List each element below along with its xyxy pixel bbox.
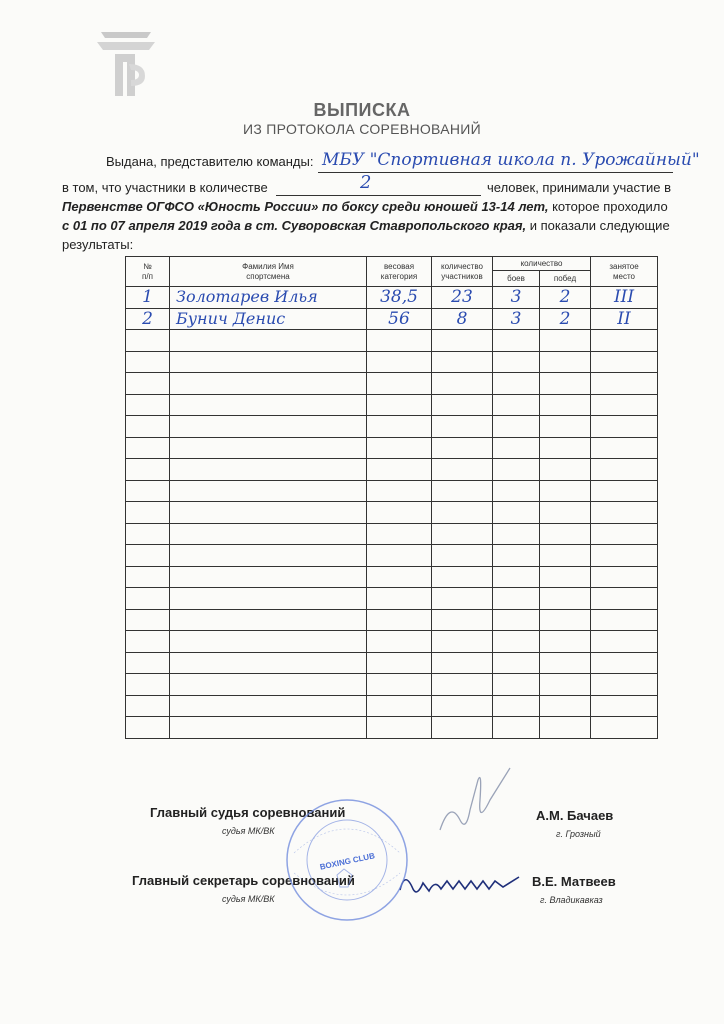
table-cell-empty — [432, 459, 493, 481]
row-wins: 2 — [540, 287, 591, 309]
table-cell-empty — [170, 394, 367, 416]
table-cell-empty — [367, 545, 432, 567]
table-cell-empty — [432, 416, 493, 438]
table-row-empty — [126, 631, 658, 653]
table-cell-empty — [591, 717, 658, 739]
table-cell-empty — [591, 459, 658, 481]
table-cell-empty — [493, 330, 540, 352]
table-cell-empty — [432, 394, 493, 416]
table-row-empty — [126, 695, 658, 717]
table-cell-empty — [493, 351, 540, 373]
table-cell-empty — [170, 523, 367, 545]
table-cell-empty — [591, 373, 658, 395]
table-cell-empty — [367, 717, 432, 739]
table-cell-empty — [432, 674, 493, 696]
document-title: ВЫПИСКА — [313, 100, 411, 120]
table-row-empty — [126, 545, 658, 567]
table-cell-empty — [126, 394, 170, 416]
table-cell-empty — [170, 609, 367, 631]
table-cell-empty — [591, 330, 658, 352]
table-row-empty — [126, 351, 658, 373]
table-cell-empty — [591, 695, 658, 717]
table-cell-empty — [170, 631, 367, 653]
table-row-empty — [126, 609, 658, 631]
header-name: Фамилия Имя спортсмена — [170, 257, 367, 287]
table-row-empty — [126, 523, 658, 545]
row-place: III — [591, 287, 658, 309]
event-name: Первенстве ОГФСО «Юность России» по боксу среди юношей 13-14 лет, — [62, 199, 549, 214]
organization-logo — [95, 24, 157, 102]
table-cell-empty — [432, 523, 493, 545]
table-cell-empty — [432, 502, 493, 524]
table-cell-empty — [540, 351, 591, 373]
table-cell-empty — [126, 566, 170, 588]
header-place: занятое место — [591, 257, 658, 287]
table-cell-empty — [126, 523, 170, 545]
table-cell-empty — [493, 652, 540, 674]
table-cell-empty — [367, 609, 432, 631]
table-cell-empty — [540, 588, 591, 610]
judge-signature — [420, 760, 530, 840]
table-cell-empty — [591, 480, 658, 502]
table-cell-empty — [493, 459, 540, 481]
table-cell-empty — [540, 502, 591, 524]
judge-role: Главный судья соревнований — [150, 805, 346, 820]
table-cell-empty — [493, 566, 540, 588]
table-cell-empty — [367, 351, 432, 373]
table-cell-empty — [367, 480, 432, 502]
table-cell-empty — [170, 566, 367, 588]
table-cell-empty — [591, 609, 658, 631]
table-cell-empty — [591, 588, 658, 610]
table-cell-empty — [432, 631, 493, 653]
table-cell-empty — [591, 437, 658, 459]
count-value: 2 — [360, 172, 372, 193]
table-cell-empty — [367, 394, 432, 416]
header-participants: количество участников — [432, 257, 493, 287]
table-row-empty — [126, 502, 658, 524]
row-num: 2 — [126, 308, 170, 330]
table-row-empty — [126, 394, 658, 416]
table-cell-empty — [493, 480, 540, 502]
row-participants: 23 — [432, 287, 493, 309]
results-label: результаты: — [62, 237, 134, 252]
table-cell-empty — [493, 674, 540, 696]
table-row-empty — [126, 652, 658, 674]
table-cell-empty — [540, 717, 591, 739]
table-cell-empty — [591, 566, 658, 588]
table-cell-empty — [432, 437, 493, 459]
table-cell-empty — [367, 674, 432, 696]
table-row-empty — [126, 674, 658, 696]
table-cell-empty — [126, 480, 170, 502]
header-num: № п/п — [126, 257, 170, 287]
table-cell-empty — [170, 588, 367, 610]
table-cell-empty — [170, 437, 367, 459]
table-cell-empty — [170, 330, 367, 352]
table-cell-empty — [540, 330, 591, 352]
table-row-empty — [126, 480, 658, 502]
table-cell-empty — [591, 674, 658, 696]
table-cell-empty — [540, 373, 591, 395]
table-cell-empty — [540, 416, 591, 438]
table-cell-empty — [126, 609, 170, 631]
table-cell-empty — [367, 330, 432, 352]
judge-city: г. Грозный — [556, 829, 601, 839]
table-cell-empty — [493, 394, 540, 416]
table-cell-empty — [432, 566, 493, 588]
document-subtitle: ИЗ ПРОТОКОЛА СОРЕВНОВАНИЙ — [242, 121, 481, 137]
table-cell-empty — [591, 652, 658, 674]
table-row-empty — [126, 330, 658, 352]
issued-to-value: МБУ "Спортивная школа п. Урожайный" — [322, 150, 700, 170]
table-cell-empty — [591, 545, 658, 567]
secretary-role: Главный секретарь соревнований — [132, 873, 355, 888]
table-cell-empty — [432, 545, 493, 567]
row-name: Золотарев Илья — [170, 287, 367, 309]
judge-name: А.М. Бачаев — [536, 808, 614, 823]
table-cell-empty — [126, 652, 170, 674]
table-cell-empty — [591, 631, 658, 653]
table-row-empty — [126, 588, 658, 610]
header-wins: побед — [540, 271, 591, 287]
table-cell-empty — [170, 373, 367, 395]
table-cell-empty — [493, 609, 540, 631]
secretary-category: судья МК/ВК — [222, 894, 275, 904]
table-cell-empty — [591, 502, 658, 524]
table-cell-empty — [493, 502, 540, 524]
table-cell-empty — [540, 523, 591, 545]
stamp-text: BOXING CLUB — [318, 851, 376, 872]
row-participants: 8 — [432, 308, 493, 330]
table-cell-empty — [170, 480, 367, 502]
header-count-group: количество — [493, 257, 591, 271]
table-cell-empty — [367, 523, 432, 545]
table-row-empty — [126, 416, 658, 438]
table-cell-empty — [126, 351, 170, 373]
row-wins: 2 — [540, 308, 591, 330]
round-stamp — [282, 795, 412, 925]
table-cell-empty — [432, 373, 493, 395]
table-cell-empty — [493, 373, 540, 395]
table-row-empty — [126, 566, 658, 588]
table-cell-empty — [493, 695, 540, 717]
table-cell-empty — [367, 652, 432, 674]
table-cell-empty — [432, 695, 493, 717]
table-cell-empty — [170, 717, 367, 739]
table-cell-empty — [126, 330, 170, 352]
table-row-empty — [126, 437, 658, 459]
table-row-empty — [126, 373, 658, 395]
secretary-name: В.Е. Матвеев — [532, 874, 616, 889]
table-cell-empty — [367, 416, 432, 438]
table-cell-empty — [126, 588, 170, 610]
table-cell-empty — [591, 394, 658, 416]
table-cell-empty — [591, 523, 658, 545]
secretary-city: г. Владикавказ — [540, 895, 603, 905]
count-prefix: в том, что участники в количестве — [62, 180, 268, 195]
table-cell-empty — [170, 652, 367, 674]
table-cell-empty — [540, 674, 591, 696]
table-cell-empty — [540, 609, 591, 631]
table-cell-empty — [432, 330, 493, 352]
table-cell-empty — [170, 545, 367, 567]
table-cell-empty — [170, 459, 367, 481]
row-bouts: 3 — [493, 287, 540, 309]
row-weight: 38,5 — [367, 287, 432, 309]
table-cell-empty — [126, 502, 170, 524]
table-cell-empty — [493, 545, 540, 567]
table-cell-empty — [126, 695, 170, 717]
table-row-empty — [126, 717, 658, 739]
table-cell-empty — [126, 416, 170, 438]
row-bouts: 3 — [493, 308, 540, 330]
table-cell-empty — [126, 437, 170, 459]
table-cell-empty — [126, 373, 170, 395]
table-cell-empty — [591, 416, 658, 438]
table-cell-empty — [540, 652, 591, 674]
table-cell-empty — [432, 609, 493, 631]
table-cell-empty — [170, 502, 367, 524]
table-cell-empty — [367, 459, 432, 481]
event-rest: которое проходило — [552, 199, 668, 214]
table-cell-empty — [432, 717, 493, 739]
table-cell-empty — [367, 373, 432, 395]
table-cell-empty — [493, 588, 540, 610]
table-cell-empty — [493, 416, 540, 438]
table-cell-empty — [493, 717, 540, 739]
table-cell-empty — [540, 695, 591, 717]
table-row-empty — [126, 459, 658, 481]
table-cell-empty — [126, 674, 170, 696]
table-cell-empty — [591, 351, 658, 373]
table-cell-empty — [540, 459, 591, 481]
table-cell-empty — [493, 523, 540, 545]
table-cell-empty — [126, 717, 170, 739]
table-cell-empty — [540, 631, 591, 653]
table-cell-empty — [367, 695, 432, 717]
table-cell-empty — [367, 437, 432, 459]
table-cell-empty — [367, 566, 432, 588]
table-cell-empty — [540, 480, 591, 502]
count-suffix: человек, принимали участие в — [487, 180, 671, 195]
table-cell-empty — [432, 351, 493, 373]
table-cell-empty — [170, 351, 367, 373]
table-cell-empty — [432, 588, 493, 610]
table-cell-empty — [126, 631, 170, 653]
event-dates-rest: и показали следующие — [529, 218, 670, 233]
table-cell-empty — [170, 674, 367, 696]
row-weight: 56 — [367, 308, 432, 330]
row-place: II — [591, 308, 658, 330]
table-cell-empty — [367, 502, 432, 524]
table-cell-empty — [170, 695, 367, 717]
row-name: Бунич Денис — [170, 308, 367, 330]
row-num: 1 — [126, 287, 170, 309]
table-cell-empty — [540, 566, 591, 588]
table-cell-empty — [432, 480, 493, 502]
header-bouts: боев — [493, 271, 540, 287]
count-underline — [276, 195, 481, 196]
table-row — [126, 287, 658, 309]
table-cell-empty — [540, 437, 591, 459]
header-weight: весовая категория — [367, 257, 432, 287]
table-cell-empty — [126, 459, 170, 481]
table-cell-empty — [493, 631, 540, 653]
table-cell-empty — [126, 545, 170, 567]
table-cell-empty — [367, 588, 432, 610]
judge-category: судья МК/ВК — [222, 826, 275, 836]
table-cell-empty — [432, 652, 493, 674]
table-cell-empty — [540, 394, 591, 416]
issued-to-label: Выдана, представителю команды: — [106, 154, 314, 169]
table-row — [126, 308, 658, 330]
secretary-signature — [395, 865, 525, 905]
table-cell-empty — [493, 437, 540, 459]
table-cell-empty — [540, 545, 591, 567]
event-dates: с 01 по 07 апреля 2019 года в ст. Суворовская Ставропольского края, — [62, 218, 527, 233]
table-cell-empty — [367, 631, 432, 653]
table-cell-empty — [170, 416, 367, 438]
results-table — [125, 256, 658, 739]
